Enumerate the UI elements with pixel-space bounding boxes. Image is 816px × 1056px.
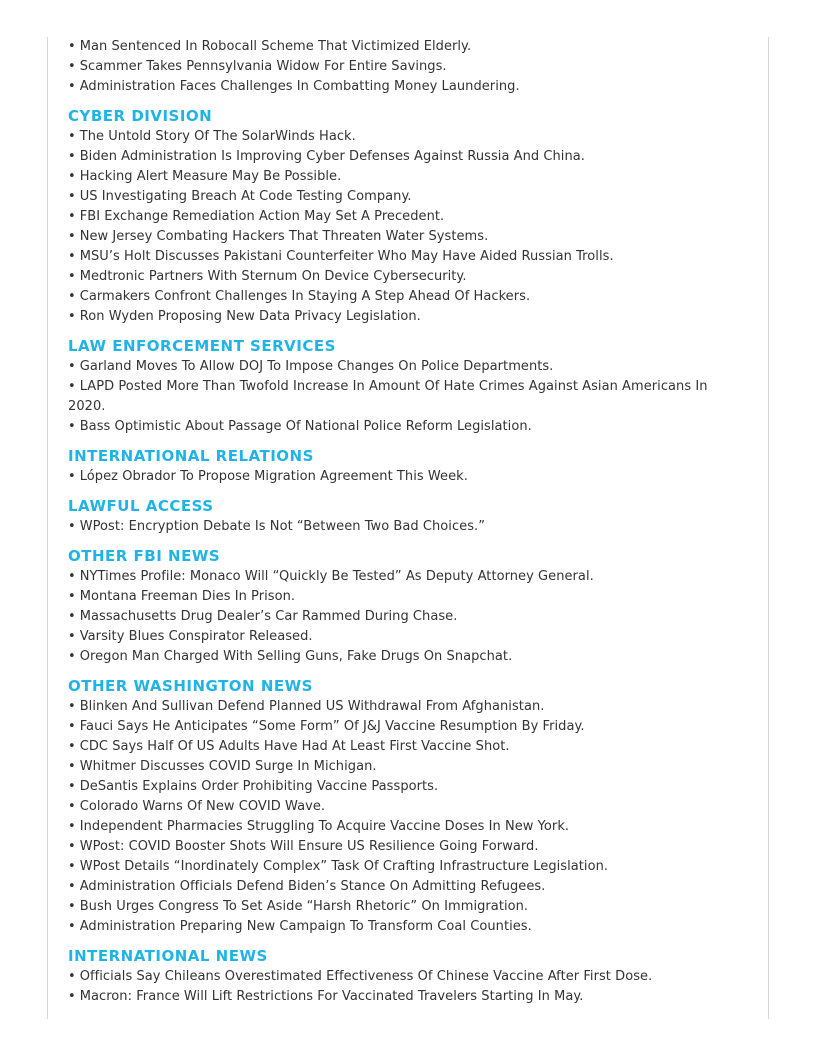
bullet-icon: • [68, 209, 76, 224]
news-item-text[interactable]: WPost Details “Inordinately Complex” Task Of Crafting Infrastructure Legislation. [79, 859, 609, 874]
news-item[interactable] [68, 837, 728, 857]
news-item[interactable] [68, 227, 728, 247]
news-item[interactable] [68, 857, 728, 877]
news-item-text[interactable]: Administration Officials Defend Biden’s Stance On Admitting Refugees. [79, 879, 546, 894]
news-item-text[interactable]: New Jersey Combating Hackers That Threaten Water Systems. [79, 229, 489, 244]
bullet-icon: • [68, 39, 76, 54]
news-item-text[interactable]: López Obrador To Propose Migration Agreement This Week. [79, 469, 468, 484]
news-item[interactable] [68, 287, 728, 307]
news-item-text[interactable]: WPost: Encryption Debate Is Not “Between Two Bad Choices.” [79, 519, 486, 534]
section-heading: OTHER FBI NEWS [68, 547, 221, 565]
bullet-icon: • [68, 609, 76, 624]
news-item-text[interactable]: Independent Pharmacies Struggling To Acquire Vaccine Doses In New York. [79, 819, 570, 834]
news-section [68, 445, 728, 487]
news-item[interactable] [68, 417, 728, 437]
section-list [68, 105, 728, 1007]
right-frame-border [768, 37, 769, 1019]
news-item-text[interactable]: MSU’s Holt Discusses Pakistani Counterfeiter Who May Have Aided Russian Trolls. [79, 249, 614, 264]
news-item[interactable] [68, 697, 728, 717]
news-item-text[interactable]: DeSantis Explains Order Prohibiting Vaccine Passports. [79, 779, 439, 794]
news-item-text[interactable]: US Investigating Breach At Code Testing Company. [79, 189, 412, 204]
bullet-icon: • [68, 759, 76, 774]
news-item-text[interactable]: Massachusetts Drug Dealer’s Car Rammed During Chase. [79, 609, 458, 624]
news-item[interactable] [68, 877, 728, 897]
news-item[interactable] [68, 627, 728, 647]
bullet-icon: • [68, 989, 76, 1004]
news-item[interactable] [68, 797, 728, 817]
bullet-icon: • [68, 899, 76, 914]
news-item-text[interactable]: Oregon Man Charged With Selling Guns, Fake Drugs On Snapchat. [79, 649, 513, 664]
news-item-text[interactable]: Varsity Blues Conspirator Released. [79, 629, 313, 644]
section-heading: LAWFUL ACCESS [68, 497, 214, 515]
news-item-text[interactable]: Blinken And Sullivan Defend Planned US Withdrawal From Afghanistan. [79, 699, 545, 714]
bullet-icon: • [68, 519, 76, 534]
news-item-text[interactable]: Officials Say Chileans Overestimated Effectiveness Of Chinese Vaccine After First Dose. [79, 969, 653, 984]
news-item[interactable] [68, 757, 728, 777]
bullet-icon: • [68, 589, 76, 604]
news-item-text[interactable]: Macron: France Will Lift Restrictions For Vaccinated Travelers Starting In May. [79, 989, 584, 1004]
bullet-icon: • [68, 269, 76, 284]
news-section [68, 335, 728, 437]
news-item[interactable] [68, 897, 728, 917]
news-item-text[interactable]: Administration Preparing New Campaign To Transform Coal Counties. [79, 919, 532, 934]
bullet-icon: • [68, 289, 76, 304]
news-item-text[interactable]: Bass Optimistic About Passage Of National Police Reform Legislation. [79, 419, 532, 434]
bullet-icon: • [68, 799, 76, 814]
news-section [68, 495, 728, 537]
bullet-icon: • [68, 189, 76, 204]
news-item[interactable] [68, 147, 728, 167]
bullet-icon: • [68, 229, 76, 244]
bullet-icon: • [68, 249, 76, 264]
news-item[interactable] [68, 247, 728, 267]
news-item[interactable] [68, 187, 728, 207]
bullet-icon: • [68, 779, 76, 794]
news-item-text[interactable]: Carmakers Confront Challenges In Staying A Step Ahead Of Hackers. [79, 289, 531, 304]
bullet-icon: • [68, 879, 76, 894]
news-item-text[interactable]: Whitmer Discusses COVID Surge In Michigan. [79, 759, 377, 774]
bullet-icon: • [68, 739, 76, 754]
news-item[interactable] [68, 717, 728, 737]
news-item[interactable] [68, 467, 728, 487]
news-item[interactable] [68, 917, 728, 937]
bullet-icon: • [68, 649, 76, 664]
news-item-text[interactable]: Colorado Warns Of New COVID Wave. [79, 799, 326, 814]
bullet-icon: • [68, 469, 76, 484]
news-item-text[interactable]: Bush Urges Congress To Set Aside “Harsh Rhetoric” On Immigration. [79, 899, 529, 914]
bullet-icon: • [68, 309, 76, 324]
news-item-text[interactable]: NYTimes Profile: Monaco Will “Quickly Be Tested” As Deputy Attorney General. [79, 569, 594, 584]
news-item[interactable] [68, 587, 728, 607]
news-item-text[interactable]: Scammer Takes Pennsylvania Widow For Entire Savings. [79, 59, 447, 74]
section-heading: OTHER WASHINGTON NEWS [68, 677, 313, 695]
news-item[interactable] [68, 267, 728, 287]
section-heading: LAW ENFORCEMENT SERVICES [68, 337, 336, 355]
news-item-text[interactable]: The Untold Story Of The SolarWinds Hack. [79, 129, 356, 144]
news-item[interactable] [68, 357, 728, 377]
bullet-icon: • [68, 819, 76, 834]
news-item-text[interactable]: FBI Exchange Remediation Action May Set A Precedent. [79, 209, 445, 224]
bullet-icon: • [68, 169, 76, 184]
news-item[interactable] [68, 647, 728, 667]
news-item-text[interactable]: Administration Faces Challenges In Combatting Money Laundering. [79, 79, 520, 94]
news-item[interactable] [68, 517, 728, 537]
news-item[interactable] [68, 307, 728, 327]
bullet-icon: • [68, 379, 76, 394]
news-item[interactable] [68, 167, 728, 187]
news-item[interactable] [68, 57, 728, 77]
left-frame-border [47, 37, 48, 1019]
bullet-icon: • [68, 569, 76, 584]
bullet-icon: • [68, 359, 76, 374]
news-item[interactable] [68, 77, 728, 97]
news-item-text[interactable]: Hacking Alert Measure May Be Possible. [79, 169, 342, 184]
bullet-icon: • [68, 699, 76, 714]
news-section [68, 945, 728, 1007]
news-item[interactable] [68, 607, 728, 627]
news-section [68, 545, 728, 667]
bullet-icon: • [68, 919, 76, 934]
news-item-text[interactable]: Garland Moves To Allow DOJ To Impose Changes On Police Departments. [79, 359, 554, 374]
news-section [68, 105, 728, 327]
news-item[interactable] [68, 127, 728, 147]
bullet-icon: • [68, 859, 76, 874]
news-item-text[interactable]: LAPD Posted More Than Twofold Increase In Amount Of Hate Crimes Against Asian Americans In 2020. [68, 379, 708, 414]
news-item-text[interactable]: Medtronic Partners With Sternum On Device Cybersecurity. [79, 269, 467, 284]
leading-item-list [68, 37, 728, 97]
bullet-icon: • [68, 419, 76, 434]
bullet-icon: • [68, 839, 76, 854]
newsletter-content [68, 37, 728, 1007]
news-item[interactable] [68, 377, 728, 417]
section-heading: INTERNATIONAL RELATIONS [68, 447, 314, 465]
news-item[interactable] [68, 207, 728, 227]
news-item-text[interactable]: CDC Says Half Of US Adults Have Had At Least First Vaccine Shot. [79, 739, 510, 754]
news-item[interactable] [68, 737, 728, 757]
news-item[interactable] [68, 37, 728, 57]
bullet-icon: • [68, 149, 76, 164]
news-item[interactable] [68, 987, 728, 1007]
news-item-text[interactable]: Biden Administration Is Improving Cyber Defenses Against Russia And China. [79, 149, 585, 164]
bullet-icon: • [68, 129, 76, 144]
section-heading: INTERNATIONAL NEWS [68, 947, 268, 965]
bullet-icon: • [68, 969, 76, 984]
bullet-icon: • [68, 719, 76, 734]
news-item[interactable] [68, 967, 728, 987]
bullet-icon: • [68, 79, 76, 94]
news-item-text[interactable]: Montana Freeman Dies In Prison. [79, 589, 296, 604]
news-item-text[interactable]: Ron Wyden Proposing New Data Privacy Legislation. [79, 309, 421, 324]
section-heading: CYBER DIVISION [68, 107, 213, 125]
news-item[interactable] [68, 817, 728, 837]
news-item-text[interactable]: WPost: COVID Booster Shots Will Ensure US Resilience Going Forward. [79, 839, 539, 854]
news-item[interactable] [68, 567, 728, 587]
news-item-text[interactable]: Fauci Says He Anticipates “Some Form” Of J&J Vaccine Resumption By Friday. [79, 719, 585, 734]
news-item[interactable] [68, 777, 728, 797]
news-section [68, 675, 728, 937]
bullet-icon: • [68, 59, 76, 74]
news-item-text[interactable]: Man Sentenced In Robocall Scheme That Victimized Elderly. [79, 39, 472, 54]
bullet-icon: • [68, 629, 76, 644]
